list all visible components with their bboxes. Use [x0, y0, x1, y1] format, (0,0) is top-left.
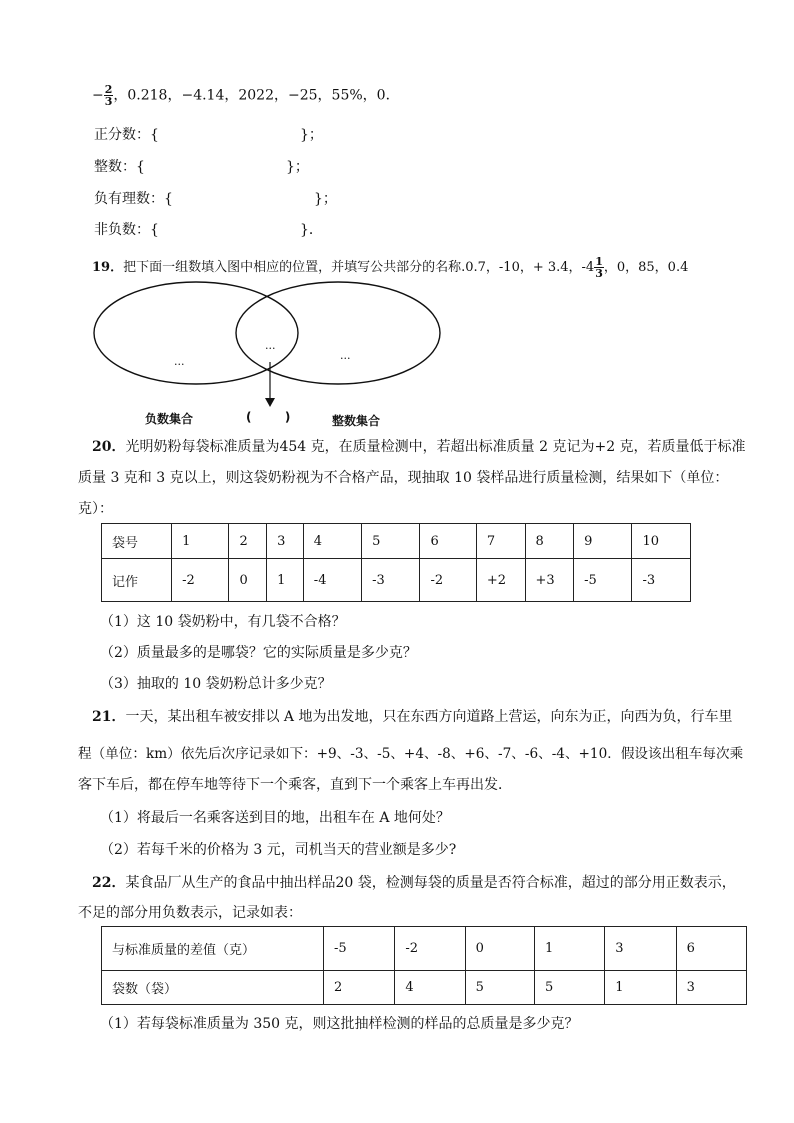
q20-line-2: 质量 3 克和 3 克以上，则这袋奶粉视为不合格产品，现抽取 10 袋样品进行质量检测，结果如下（单位：	[78, 470, 729, 486]
q21-line-3: 客下车后，都在停车地等待下一个乘客，直到下一个乘客上车再出发．	[78, 777, 512, 793]
table-row	[102, 559, 691, 602]
table-cell: 与标准质量的差值（克）	[102, 927, 324, 971]
q22-table	[101, 926, 747, 1005]
arrow-head-icon	[265, 398, 275, 407]
table-cell: 记作	[102, 559, 172, 602]
table-cell: 5	[534, 971, 604, 1005]
table-cell: 3	[676, 971, 746, 1005]
table-cell: 袋号	[102, 524, 172, 559]
q18-positive-fraction-close: }；	[300, 127, 323, 143]
integer-set-ellipse	[236, 282, 440, 384]
q20-sub-2: （2）质量最多的是哪袋？它的实际质量是多少克？	[100, 645, 417, 661]
table-cell: 3	[605, 927, 676, 971]
q22-line-2: 不足的部分用负数表示，记录如表：	[78, 905, 302, 921]
table-cell: 3	[267, 524, 304, 559]
integer-set-label: 整数集合	[332, 414, 381, 428]
q20-sub-1: （1）这 10 袋奶粉中，有几袋不合格？	[100, 614, 346, 630]
table-cell: 4	[303, 524, 361, 559]
table-cell: 1	[605, 971, 676, 1005]
table-cell: 2	[324, 971, 395, 1005]
table-cell: 1	[267, 559, 304, 602]
table-cell: 1	[534, 927, 604, 971]
table-cell: 9	[574, 524, 632, 559]
table-cell: -2	[395, 927, 465, 971]
venn-diagram	[88, 280, 448, 430]
table-cell: 7	[476, 524, 525, 559]
q20-sub-3: （3）抽取的 10 袋奶粉总计多少克？	[100, 676, 332, 692]
table-row	[102, 524, 691, 559]
table-cell: 1	[172, 524, 229, 559]
q21-sub-1: （1）将最后一名乘客送到目的地，出租车在 A 地何处？	[100, 810, 450, 826]
q18-integer-close: }；	[286, 159, 309, 175]
q18-fraction: $\frac{2}{3}$	[104, 83, 113, 108]
common-part-blank: ( )	[246, 410, 291, 424]
table-cell: 8	[525, 524, 574, 559]
q19-prompt: 19．把下面一组数填入图中相应的位置，并填写公共部分的名称.0.7，-10，+ 3.4，-4 $\frac{1}{3}$ ，0，85，0.4	[92, 255, 689, 280]
table-cell: 6	[420, 524, 476, 559]
q18-integer-label: 整数：{	[94, 159, 145, 175]
table-cell: -3	[362, 559, 420, 602]
table-cell: 袋数（袋）	[102, 971, 324, 1005]
q18-non-negative-close: }．	[300, 222, 323, 238]
q18-negative-rational-close: }；	[314, 191, 337, 207]
q22-line-1: 22．某食品厂从生产的食品中抽出样品20 袋，检测每袋的质量是否符合标准，超过的部分用正数表示，	[92, 875, 736, 891]
table-cell: 0	[229, 559, 267, 602]
venn-dots-right: ...	[340, 349, 351, 362]
table-cell: 5	[465, 971, 534, 1005]
table-cell: +2	[476, 559, 525, 602]
q18-negative-rational-label: 负有理数：{	[94, 191, 173, 207]
q22-sub-1: （1）若每袋标准质量为 350 克，则这批抽样检测的样品的总质量是多少克？	[100, 1016, 579, 1032]
question-number: 22．	[92, 875, 126, 891]
table-cell: 10	[632, 524, 691, 559]
table-cell: 6	[676, 927, 746, 971]
question-number: 19．	[92, 260, 124, 275]
q18-numbers-line: − $\frac{2}{3}$ ，0.218，−4.14，2022，−25，55%，0．	[92, 83, 400, 108]
q19-fraction: $\frac{1}{3}$	[595, 255, 603, 280]
negative-set-label: 负数集合	[145, 412, 194, 426]
table-cell: -3	[632, 559, 691, 602]
table-cell: +3	[525, 559, 574, 602]
question-number: 21．	[92, 709, 126, 725]
table-cell: 2	[229, 524, 267, 559]
question-number: 20．	[92, 439, 126, 455]
table-cell: -4	[303, 559, 361, 602]
table-cell: -5	[324, 927, 395, 971]
q20-line-1: 20．光明奶粉每袋标准质量为454 克，在质量检测中，若超出标准质量 2 克记为+2 克，若质量低于标准	[92, 439, 746, 455]
q21-sub-2: （2）若每千米的价格为 3 元，司机当天的营业额是多少?	[100, 842, 457, 858]
table-cell: -2	[172, 559, 229, 602]
q20-table	[101, 523, 691, 602]
table-cell: 4	[395, 971, 465, 1005]
table-cell: -2	[420, 559, 476, 602]
q21-line-1: 21．一天，某出租车被安排以 A 地为出发地，只在东西方向道路上营运，向东为正，向西为负，行车里	[92, 709, 733, 725]
venn-dots-middle: ...	[265, 339, 276, 352]
q18-positive-fraction-label: 正分数：{	[94, 127, 159, 143]
venn-dots-left: ...	[174, 355, 185, 368]
q18-number-list: ，0.218，−4.14，2022，−25，55%，0．	[113, 87, 400, 104]
q18-non-negative-label: 非负数：{	[94, 222, 159, 238]
q20-line-3: 克）：	[78, 501, 113, 517]
table-row	[102, 971, 747, 1005]
q21-line-2: 程（单位：km）依先后次序记录如下：+9、-3、-5、+4、-8、+6、-7、-6、-4、+10．假设该出租车每次乘	[78, 746, 744, 762]
table-row	[102, 927, 747, 971]
negative-set-ellipse	[94, 282, 298, 384]
table-cell: 0	[465, 927, 534, 971]
table-cell: -5	[574, 559, 632, 602]
table-cell: 5	[362, 524, 420, 559]
